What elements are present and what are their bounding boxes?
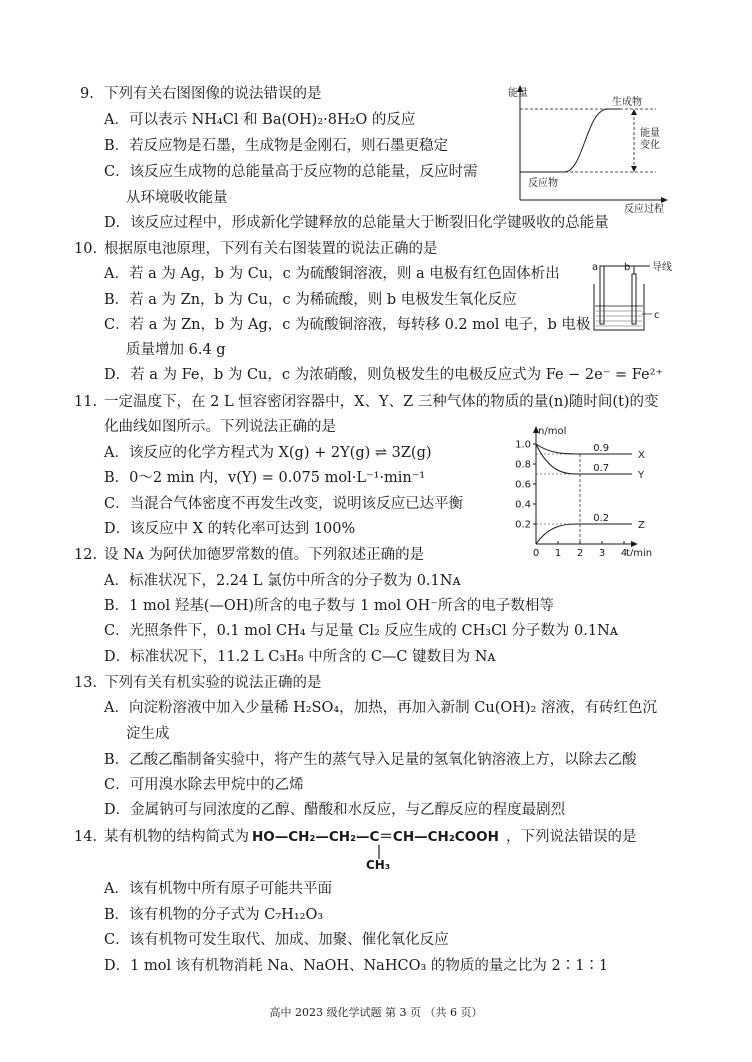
q11-option-c: C．当混合气体密度不再发生改变，说明该反应已达平衡 xyxy=(104,496,464,512)
q12-option-b: B．1 mol 羟基(—OH)所含的电子数与 1 mol OH⁻所含的电子数相等 xyxy=(104,598,554,614)
q10-label-c: c xyxy=(654,310,660,321)
q10-option-c-cont: 质量增加 6.4 g xyxy=(126,342,226,358)
series-x-value-label: 0.9 xyxy=(593,443,610,454)
q10-galvanic-cell-diagram xyxy=(586,254,676,334)
q10-number: 10. xyxy=(74,241,98,257)
q10-label-b: b xyxy=(624,262,631,273)
q14-option-b: B．该有机物的分子式为 C₇H₁₂O₃ xyxy=(104,907,324,923)
q11-option-b: B．0～2 min 内，v(Y) = 0.075 mol·L⁻¹·min⁻¹ xyxy=(104,470,426,486)
q13-number: 13. xyxy=(74,675,98,691)
q9-option-c: C．该反应生成物的总能量高于反应物的总能量，反应时需 xyxy=(104,164,478,180)
q14-option-d: D．1 mol 该有机物消耗 Na、NaOH、NaHCO₃ 的物质的量之比为 2∶1∶1 xyxy=(104,958,609,974)
q12-option-d: D．标准状况下，11.2 L C₃H₈ 中所含的 C—C 键数目为 Nᴀ xyxy=(104,649,496,665)
q12-option-a: A．标准状况下，2.24 L 氯仿中所含的分子数为 0.1Nᴀ xyxy=(104,573,461,589)
y-tick-label: 0.4 xyxy=(515,499,531,511)
q9-number: 9. xyxy=(80,86,94,102)
series-x-line xyxy=(536,444,632,454)
q9-delta-label-1: 能量 xyxy=(640,128,660,139)
q10-option-b: B．若 a 为 Zn，b 为 Cu，c 为稀硫酸，则 b 电极发生氧化反应 xyxy=(104,292,517,308)
y-tick-label: 0.8 xyxy=(515,459,531,471)
x-axis-arrow xyxy=(631,541,638,547)
q9-reactant-label: 反应物 xyxy=(528,178,558,189)
x-tick-label: 4 xyxy=(620,548,628,556)
y-axis-label: n/mol xyxy=(538,426,567,437)
q9-product-label: 生成物 xyxy=(612,97,642,108)
q11-stem-line-1: 一定温度下，在 2 L 恒容密闭容器中，X、Y、Z 三种气体的物质的量(n)随时间(t)的变 xyxy=(104,394,659,410)
x-tick-label: 0 xyxy=(532,548,540,556)
y-tick-label: 1.0 xyxy=(515,439,531,451)
q14-stem-before: 某有机物的结构简式为 xyxy=(104,829,249,845)
q9-option-a: A．可以表示 NH₄Cl 和 Ba(OH)₂·8H₂O 的反应 xyxy=(104,112,416,128)
q9-energy-diagram xyxy=(506,84,676,214)
x-axis-label: t/min xyxy=(626,548,653,556)
series-z-name-label: Z xyxy=(638,520,645,531)
q9-y-axis-label-1: 能量 xyxy=(508,88,528,99)
x-tick-label: 3 xyxy=(598,548,606,556)
q9-x-axis-label: 反应过程 xyxy=(624,204,664,214)
q10-wire-label: 导线 xyxy=(652,262,672,273)
q9-stem: 下列有关右图图像的说法错误的是 xyxy=(104,86,322,102)
q14-structural-formula: HO—CH₂—CH₂—C＝CH—CH₂COOH xyxy=(252,829,499,845)
q13-option-a: A．向淀粉溶液中加入少量稀 H₂SO₄，加热，再加入新制 Cu(OH)₂ 溶液，有砖红色沉 xyxy=(104,700,657,716)
q11-option-a: A．该反应的化学方程式为 X(g) + 2Y(g) ⇌ 3Z(g) xyxy=(104,445,432,461)
q9-delta-label-2: 变化 xyxy=(640,140,660,151)
series-y-value-label: 0.7 xyxy=(593,463,610,474)
q13-option-d: D．金属钠可与同浓度的乙醇、醋酸和水反应，与乙醇反应的程度最剧烈 xyxy=(104,802,566,818)
series-x-name-label: X xyxy=(638,450,645,461)
q13-option-a-cont: 淀生成 xyxy=(126,726,170,742)
q10-stem: 根据原电池原理，下列有关右图装置的说法正确的是 xyxy=(104,241,438,257)
q14-branch-group: CH₃ xyxy=(366,858,391,872)
q14-stem-after: ，下列说法错误的是 xyxy=(506,829,637,845)
q9-option-c-cont: 从环境吸收能量 xyxy=(126,190,228,206)
y-tick-label: 0.2 xyxy=(515,519,531,531)
page-footer: 高中 2023 级化学试题 第 3 页 （共 6 页） xyxy=(269,1006,483,1019)
q14-option-a: A．该有机物中所有原子可能共平面 xyxy=(104,881,332,897)
x-tick-label: 1 xyxy=(554,548,562,556)
q11-amount-time-chart xyxy=(508,424,688,556)
series-z-value-label: 0.2 xyxy=(593,513,610,524)
q11-number: 11. xyxy=(74,394,98,410)
q10-option-d: D．若 a 为 Fe，b 为 Cu，c 为浓硝酸，则负极发生的电极反应式为 Fe − 2e⁻ = Fe²⁺ xyxy=(104,367,664,383)
y-tick-label: 0.6 xyxy=(515,479,531,491)
x-tick-label: 2 xyxy=(576,548,584,556)
q12-number: 12. xyxy=(74,547,98,563)
q12-option-c: C．光照条件下，0.1 mol CH₄ 与足量 Cl₂ 反应生成的 CH₃Cl 分子数为 0.1Nᴀ xyxy=(104,623,618,639)
q10-label-a: a xyxy=(592,262,599,273)
series-y-name-label: Y xyxy=(638,470,645,481)
series-y-line xyxy=(536,444,632,474)
q12-stem: 设 Nᴀ 为阿伏加德罗常数的值。下列叙述正确的是 xyxy=(104,547,425,563)
q14-option-c: C．该有机物可发生取代、加成、加聚、催化氧化反应 xyxy=(104,932,449,948)
q11-option-d: D．该反应中 X 的转化率可达到 100% xyxy=(104,521,356,537)
q10-option-c: C．若 a 为 Zn，b 为 Ag，c 为硫酸铜溶液，每转移 0.2 mol 电子，b 电极 xyxy=(104,317,591,333)
q11-stem-line-2: 化曲线如图所示。下列说法正确的是 xyxy=(104,419,336,435)
q13-option-b: B．乙酸乙酯制备实验中，将产生的蒸气导入足量的氢氧化钠溶液上方，以除去乙酸 xyxy=(104,752,637,768)
q13-option-c: C．可用溴水除去甲烷中的乙烯 xyxy=(104,777,304,793)
q9-option-b: B．若反应物是石墨，生成物是金刚石，则石墨更稳定 xyxy=(104,138,449,154)
series-z-line xyxy=(536,524,632,544)
q14-number: 14. xyxy=(74,829,98,845)
q9-option-d: D．该反应过程中，形成新化学键释放的总能量大于断裂旧化学键吸收的总能量 xyxy=(104,215,609,231)
q10-option-a: A．若 a 为 Ag，b 为 Cu，c 为硫酸铜溶液，则 a 电极有红色固体析出 xyxy=(104,266,560,282)
q13-stem: 下列有关有机实验的说法正确的是 xyxy=(104,675,322,691)
